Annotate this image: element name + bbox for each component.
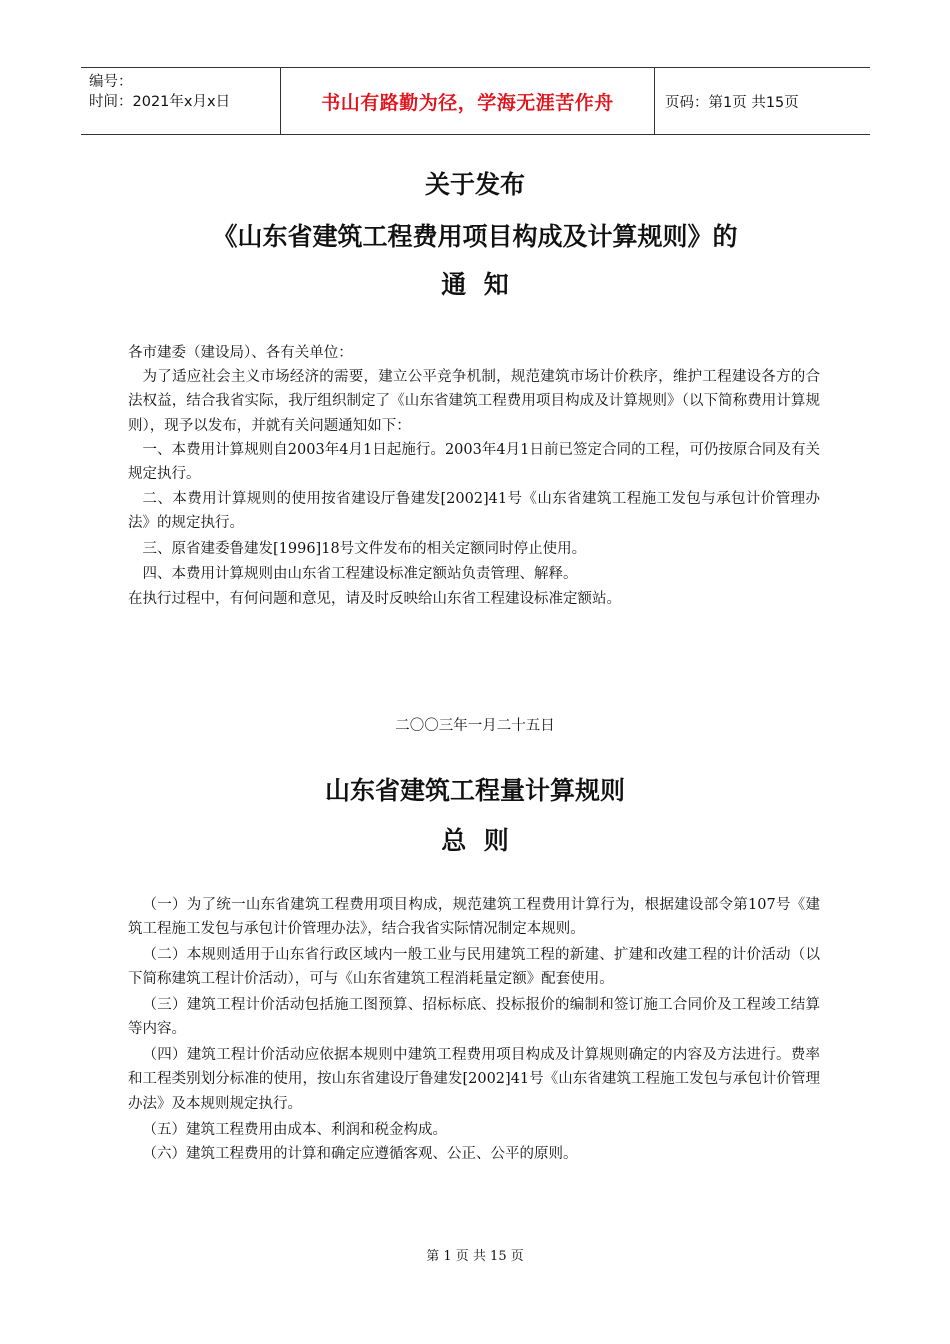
time-label: 时间：2021年x月x日 — [89, 94, 231, 110]
header-page-info: 页码：第1页 共15页 — [665, 94, 799, 111]
notice-title-line-1: 关于发布 — [424, 170, 525, 199]
rules-para-2: （二）本规则适用于山东省行政区域内一般工业与民用建筑工程的新建、扩建和改建工程的计价活动（以下简称建筑工程计价活动），可与《山东省建筑工程消耗量定额》配套使用。 — [128, 947, 820, 988]
notice-closing: 在执行过程中，有何问题和意见，请及时反映给山东省工程建设标准定额站。 — [128, 591, 621, 607]
header-meta — [81, 68, 281, 134]
notice-title-line-3: 通 知 — [441, 270, 509, 299]
rules-title: 山东省建筑工程量计算规则 — [324, 776, 625, 805]
page-footer: 第 1 页 共 15 页 — [426, 1249, 524, 1264]
notice-title-line-2: 《山东省建筑工程费用项目构成及计算规则》的 — [212, 222, 738, 251]
rules-para-6: （六）建筑工程费用的计算和确定应遵循客观、公正、公平的原则。 — [142, 1146, 578, 1162]
rules-para-1: （一）为了统一山东省建筑工程费用项目构成，规范建筑工程费用计算行为，根据建设部令第107号《建筑工程施工发包与承包计价管理办法》，结合我省实际情况制定本规则。 — [128, 897, 820, 938]
notice-item-4: 四、本费用计算规则由山东省工程建设标准定额站负责管理、解释。 — [142, 566, 578, 582]
salutation: 各市建委（建设局）、各有关单位： — [128, 345, 353, 361]
notice-item-2: 二、本费用计算规则的使用按省建设厅鲁建发[2002]41号《山东省建筑工程施工发包与承包计价管理办法》的规定执行。 — [128, 491, 820, 532]
rules-para-5: （五）建筑工程费用由成本、利润和税金构成。 — [142, 1122, 447, 1138]
rules-para-4: （四）建筑工程计价活动应依据本规则中建筑工程费用项目构成及计算规则确定的内容及方法进行。费率和工程类别划分标准的使用，按山东省建设厅鲁建发[2002]41号《山东省建筑工程施工发包与承包计价管理办法》及本规则规定执行。 — [128, 1047, 820, 1112]
notice-intro: 为了适应社会主义市场经济的需要，建立公平竞争机制，规范建筑市场计价秩序，维护工程建设各方的合法权益，结合我省实际，我厅组织制定了《山东省建筑工程费用项目构成及计算规则》（以下简称费用计算规则），现予以发布，并就有关问题通知如下： — [128, 369, 820, 434]
rules-para-3: （三）建筑工程计价活动包括施工图预算、招标标底、投标报价的编制和签订施工合同价及工程竣工结算等内容。 — [128, 997, 820, 1038]
notice-item-1: 一、本费用计算规则自2003年4月1日起施行。2003年4月1日前已签定合同的工程，可仍按原合同及有关规定执行。 — [128, 442, 820, 483]
notice-date: 二〇〇三年一月二十五日 — [395, 718, 555, 734]
document-header — [81, 67, 870, 135]
notice-item-3: 三、原省建委鲁建发[1996]18号文件发布的相关定额同时停止使用。 — [142, 541, 587, 557]
header-motto: 书山有路勤为径，学海无涯苦作舟 — [281, 68, 655, 134]
rules-subtitle: 总 则 — [441, 826, 509, 855]
serial-label: 编号： — [89, 74, 133, 90]
